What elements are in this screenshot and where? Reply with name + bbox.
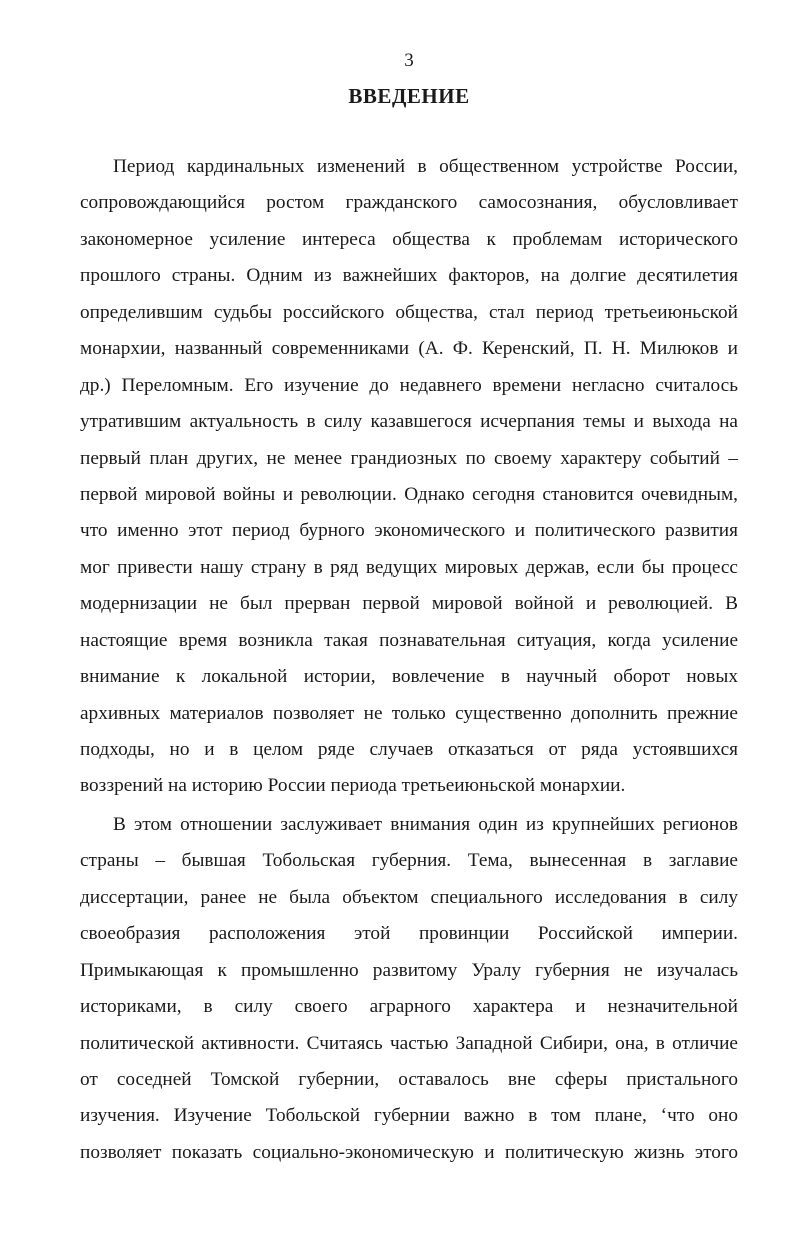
text-line: диссертации, ранее не была объектом специального исследования в силу (80, 886, 738, 908)
body-text (80, 149, 738, 1171)
text-line: своеобразия расположения этой провинции Российской империи. (80, 923, 738, 945)
text-line: от соседней Томской губернии, оставалось вне сферы пристального (80, 1068, 738, 1090)
text-line: др.) Переломным. Его изучение до недавнего времени негласно считалось (80, 374, 738, 396)
page-number: 3 (404, 50, 414, 71)
text-line: сопровождающийся ростом гражданского самосознания, обусловливает (80, 192, 738, 214)
text-line: закономерное усиление интереса общества к проблемам исторического (80, 228, 738, 250)
text-line: прошлого страны. Одним из важнейших факторов, на долгие десятилетия (80, 265, 738, 287)
text-line: мог привести нашу страну в ряд ведущих мировых держав, если бы процесс (80, 556, 738, 578)
text-line: позволяет показать социально-экономическую и политическую жизнь этого (80, 1141, 738, 1163)
text-line: определившим судьбы российского общества, стал период третьеиюньской (80, 301, 738, 323)
page-title: ВВЕДЕНИЕ (348, 84, 470, 108)
text-line: историками, в силу своего аграрного характера и незначительной (80, 996, 738, 1018)
text-line: Примыкающая к промышленно развитому Уралу губерния не изучалась (80, 959, 738, 981)
text-line: подходы, но и в целом ряде случаев отказаться от ряда устоявшихся (80, 739, 738, 760)
text-line: монархии, названный современниками (А. Ф. Керенский, П. Н. Милюков и (80, 338, 738, 360)
text-line: утратившим актуальность в силу казавшегося исчерпания темы и выхода на (80, 411, 738, 433)
text-line: первый план других, не менее грандиозных по своему характеру событий – (80, 447, 738, 469)
text-line: что именно этот период бурного экономического и политического развития (80, 520, 738, 542)
text-line: внимание к локальной истории, вовлечение в научный оборот новых (80, 666, 738, 688)
text-line: В этом отношении заслуживает внимания один из крупнейших регионов (113, 813, 738, 835)
text-line: первой мировой войны и революции. Однако сегодня становится очевидным, (80, 483, 738, 505)
text-line: изучения. Изучение Тобольской губернии важно в том плане, ʻчто оно (80, 1105, 738, 1127)
paragraph-1 (80, 149, 738, 805)
text-line: архивных материалов позволяет не только существенно дополнить прежние (80, 702, 738, 724)
paragraph-2 (80, 807, 738, 1171)
text-line: воззрений на историю России периода третьеиюньской монархии. (80, 775, 626, 797)
text-line: настоящие время возникла такая познавательная ситуация, когда усиление (80, 629, 738, 651)
text-line: политической активности. Считаясь частью Западной Сибири, она, в отличие (80, 1032, 738, 1054)
text-line: страны – бывшая Тобольская губерния. Тема, вынесенная в заглавие (80, 850, 738, 872)
text-line: Период кардинальных изменений в общественном устройстве России, (113, 156, 738, 177)
text-line: модернизации не был прерван первой мировой войной и революцией. В (80, 593, 738, 615)
